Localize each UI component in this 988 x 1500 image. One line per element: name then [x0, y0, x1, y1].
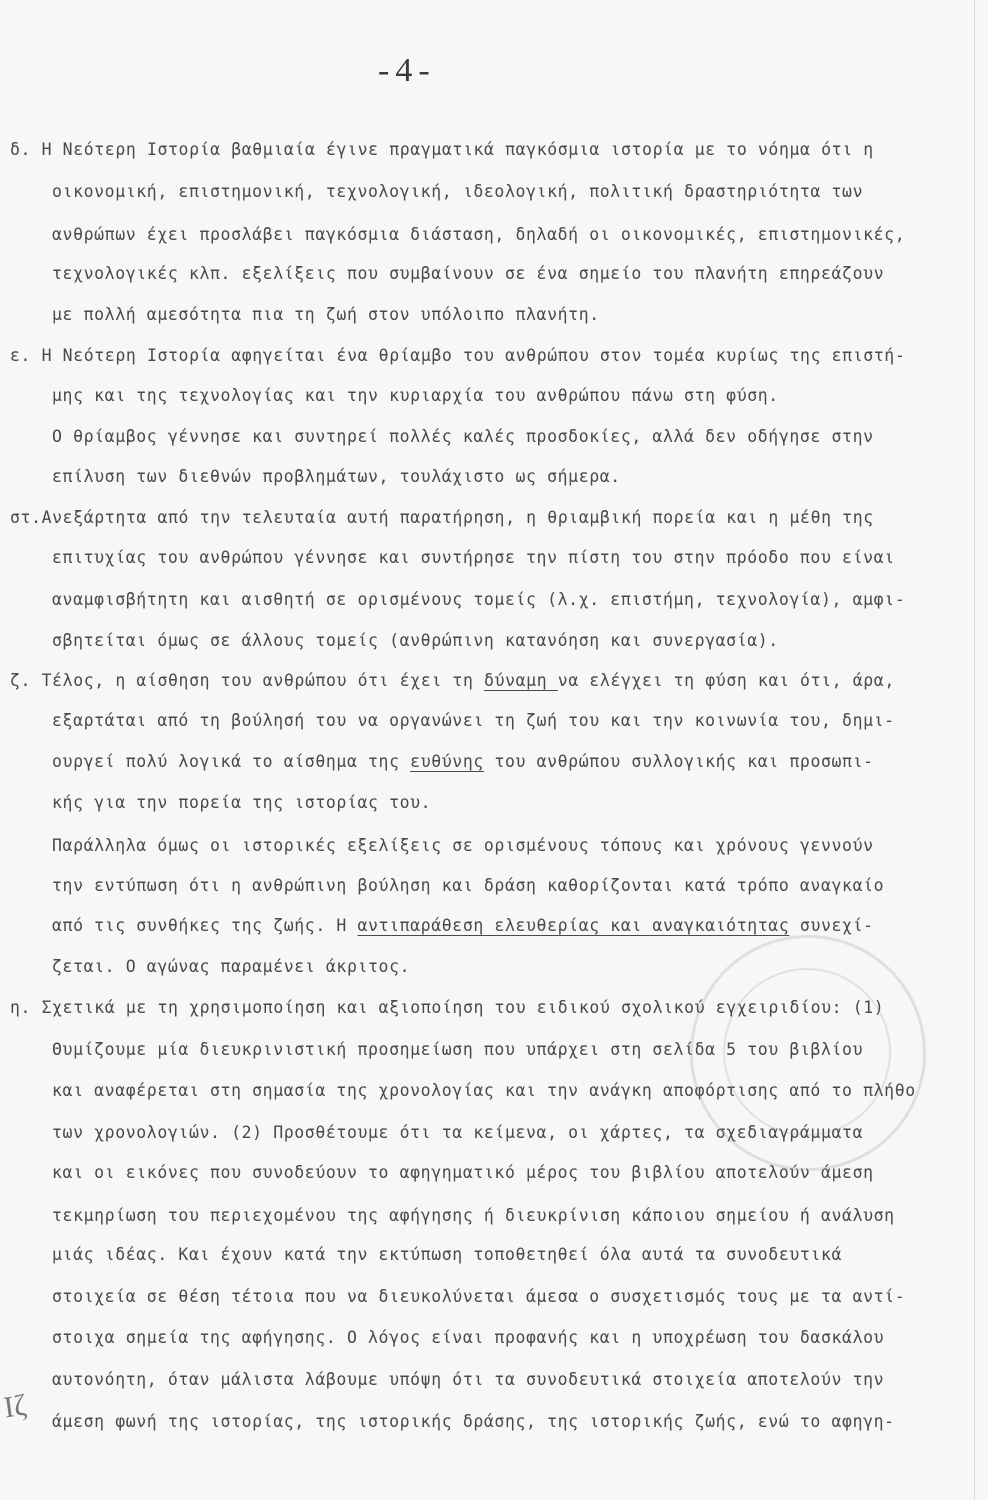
- text-line: [52, 1206, 895, 1226]
- text-segment: και οι εικόνες που συνοδεύουν το αφηγηματικό μέρος του βιβλίου αποτελούν άμεση: [52, 1163, 874, 1182]
- text-segment: Θυμίζουμε μία διευκρινιστική προσημείωση που υπάρχει στη σελίδα 5 του βιβλίου: [52, 1040, 864, 1059]
- text-segment: στοιχεία σε θέση τέτοια που να διευκολύνεται άμεσα ο συσχετισμός τους με τα αντί-: [52, 1287, 906, 1306]
- text-segment: συνεχί-: [789, 916, 874, 935]
- text-segment: ζεται. Ο αγώνας παραμένει άκριτος.: [52, 957, 411, 976]
- text-segment: η. Σχετικά με τη χρησιμοποίηση και αξιοποίηση του ειδικού σχολικού εγχειριδίου: (1): [10, 998, 885, 1017]
- text-segment: ζ. Τέλος, η αίσθηση του ανθρώπου ότι έχει τη: [10, 671, 485, 690]
- official-stamp: [690, 935, 926, 1171]
- text-segment: άμεση φωνή της ιστορίας, της ιστορικής δράσης, της ιστορικής ζωής, ενώ το αφηγη-: [52, 1412, 895, 1431]
- text-segment: μης και της τεχνολογίας και την κυριαρχία του ανθρώπου πάνω στη φύση.: [52, 386, 779, 405]
- text-line: [52, 1370, 884, 1390]
- text-segment: μιάς ιδέας. Και έχουν κατά την εκτύπωση τοποθετηθεί όλα αυτά τα συνοδευτικά: [52, 1245, 843, 1264]
- text-line: [52, 916, 874, 936]
- underlined-phrase: ευθύνης: [410, 752, 484, 771]
- text-segment: Ο θρίαμβος γέννησε και συντηρεί πολλές καλές προσδοκίες, αλλά δεν οδήγησε στην: [52, 427, 874, 446]
- text-line: [52, 1412, 895, 1432]
- underlined-phrase: δύναμη: [484, 671, 558, 690]
- text-segment: σβητείται όμως σε άλλους τομείς (ανθρώπινη κατανόηση και συνεργασία).: [52, 631, 779, 650]
- page-number: -4-: [378, 52, 436, 89]
- text-segment: στ.Ανεξάρτητα από την τελευταία αυτή παρατήρηση, η θριαμβική πορεία και η μέθη της: [10, 508, 874, 527]
- text-segment: από τις συνθήκες της ζωής. Η: [52, 916, 358, 935]
- text-segment: κής για την πορεία της ιστορίας του.: [52, 793, 432, 812]
- text-line: [52, 1328, 884, 1348]
- text-line: [52, 793, 431, 813]
- text-line: [52, 631, 779, 651]
- text-segment: οικονομική, επιστημονική, τεχνολογική, ιδεολογική, πολιτική δραστηριότητα των: [52, 182, 864, 201]
- text-line: [52, 1163, 874, 1183]
- text-segment: στοιχα σημεία της αφήγησης. Ο λόγος είναι προφανής και η υποχρέωση του δασκάλου: [52, 1328, 885, 1347]
- text-segment: με πολλή αμεσότητα πια τη ζωή στον υπόλοιπο πλανήτη.: [52, 305, 600, 324]
- text-segment: να ελέγχει τη φύση και ότι, άρα,: [557, 671, 895, 690]
- text-segment: και αναφέρεται στη σημασία της χρονολογίας και την ανάγκη αποφόρτισης από το πλήθο: [52, 1081, 916, 1100]
- text-segment: Παράλληλα όμως οι ιστορικές εξελίξεις σε ορισμένους τόπους και χρόνους γεννούν: [52, 836, 874, 855]
- text-segment: αναμφισβήτητη και αισθητή σε ορισμένους τομείς (λ.χ. επιστήμη, τεχνολογία), αμφι-: [52, 590, 906, 609]
- text-segment: επιτυχίας του ανθρώπου γέννησε και συντήρησε την πίστη του στην πρόοδο που είναι: [52, 548, 895, 567]
- text-segment: τεκμηρίωση του περιεχομένου της αφήγησης ή διευκρίνιση κάποιου σημείου ή ανάλυση: [52, 1206, 895, 1225]
- text-line: [52, 836, 874, 856]
- text-line: [52, 427, 874, 447]
- text-line: [10, 671, 895, 691]
- text-line: [52, 386, 779, 406]
- text-line: [52, 590, 905, 610]
- text-segment: αυτονόητη, όταν μάλιστα λάβουμε υπόψη ότι τα συνοδευτικά στοιχεία αποτελούν την: [52, 1370, 885, 1389]
- text-segment: ανθρώπων έχει προσλάβει παγκόσμια διάσταση, δηλαδή οι οικονομικές, επιστημονικές,: [52, 225, 906, 244]
- text-line: [52, 467, 621, 487]
- handwritten-margin-mark: Ιζ: [1, 1388, 29, 1425]
- text-line: [10, 508, 874, 528]
- text-line: [52, 264, 884, 284]
- text-line: [10, 140, 874, 160]
- text-segment: την εντύπωση ότι η ανθρώπινη βούληση και δράση καθορίζονται κατά τρόπο αναγκαίο: [52, 876, 885, 895]
- page-edge-rule: [974, 0, 975, 1500]
- underlined-phrase: αντιπαράθεση ελευθερίας και αναγκαιότητας: [357, 916, 790, 935]
- text-line: [52, 957, 410, 977]
- text-line: [52, 548, 895, 568]
- text-segment: του ανθρώπου συλλογικής και προσωπι-: [483, 752, 874, 771]
- text-segment: των χρονολογιών. (2) Προσθέτουμε ότι τα κείμενα, οι χάρτες, τα σχεδιαγράμματα: [52, 1123, 864, 1142]
- text-line: [52, 305, 600, 325]
- text-line: [52, 1287, 905, 1307]
- text-segment: τεχνολογικές κλπ. εξελίξεις που συμβαίνουν σε ένα σημείο του πλανήτη επηρεάζουν: [52, 264, 885, 283]
- text-line: [52, 752, 874, 772]
- text-line: [52, 225, 905, 245]
- text-line: [52, 711, 895, 731]
- text-segment: επίλυση των διεθνών προβλημάτων, τουλάχιστο ως σήμερα.: [52, 467, 621, 486]
- text-segment: ε. Η Νεότερη Ιστορία αφηγείται ένα θρίαμβο του ανθρώπου στον τομέα κυρίως της επιστή-: [10, 346, 906, 365]
- text-segment: ουργεί πολύ λογικά το αίσθημα της: [52, 752, 411, 771]
- text-line: [52, 876, 884, 896]
- text-line: [52, 182, 863, 202]
- text-segment: εξαρτάται από τη βούλησή του να οργανώνει τη ζωή του και την κοινωνία του, δημι-: [52, 711, 895, 730]
- text-segment: δ. Η Νεότερη Ιστορία βαθμιαία έγινε πραγματικά παγκόσμια ιστορία με το νόημα ότι η: [10, 140, 874, 159]
- text-line: [10, 346, 905, 366]
- text-line: [52, 1245, 842, 1265]
